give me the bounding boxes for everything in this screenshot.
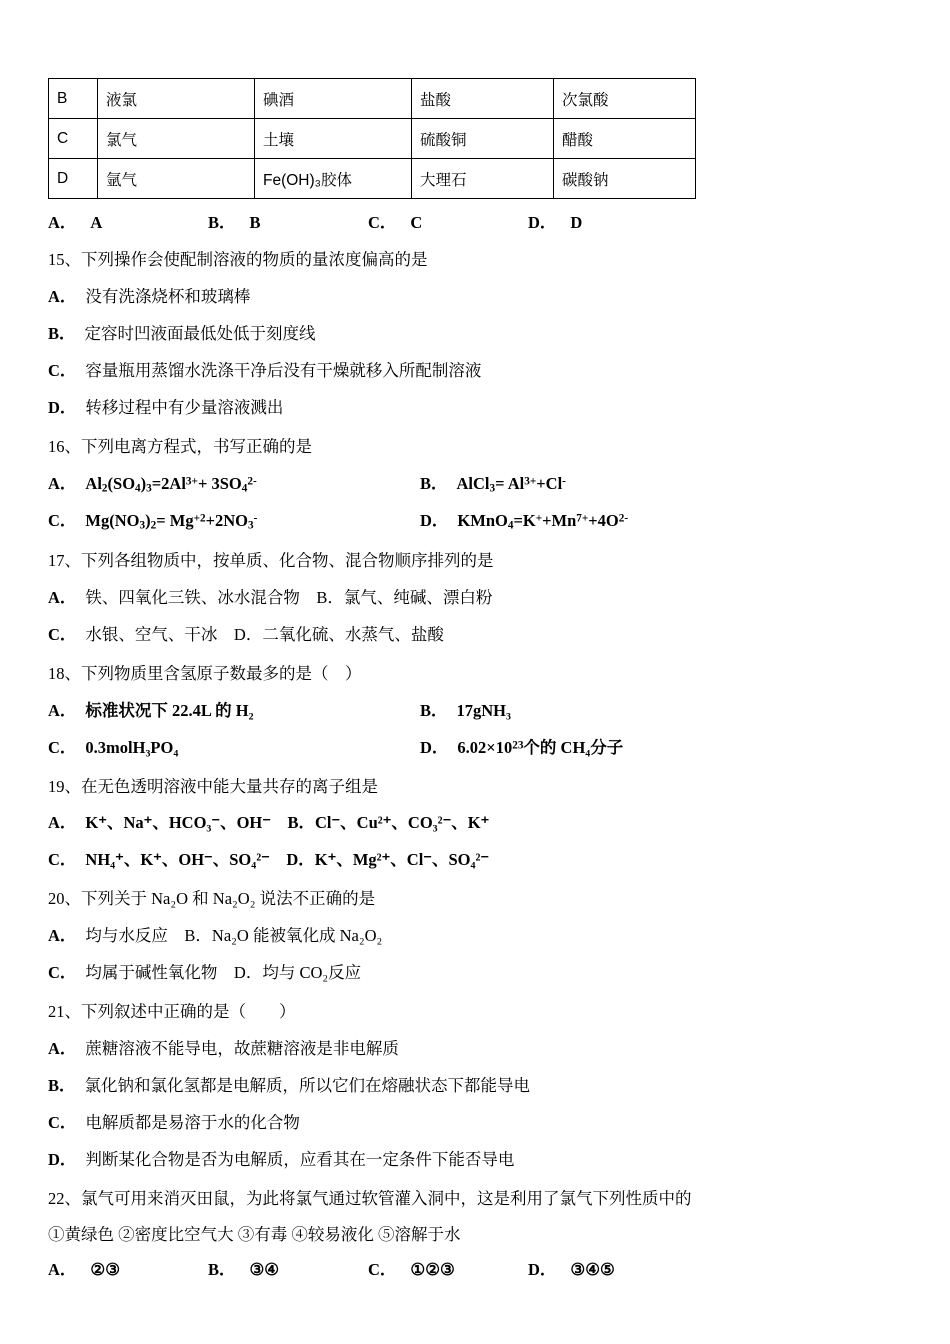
question-19-stem: 19、在无色透明溶液中能大量共存的离子组是 xyxy=(48,776,378,796)
option-label: C． xyxy=(48,1112,77,1132)
option-text: 均与水反应 B．Na₂O 能被氧化成 Na₂O₂ xyxy=(85,926,383,946)
question-18-row-2 xyxy=(48,736,898,760)
option-label: C． xyxy=(48,360,77,380)
option-label: C． xyxy=(368,1260,397,1280)
option-label: A． xyxy=(48,700,77,720)
question-16-row-1 xyxy=(48,472,898,497)
option-label: A． xyxy=(48,473,77,493)
cell-substance-2: 碘酒 xyxy=(255,79,412,119)
option-text: ①②③ xyxy=(410,1260,455,1280)
cell-substance-4: 醋酸 xyxy=(554,119,696,159)
question-21-option-c xyxy=(48,1111,898,1135)
answer-choice-d xyxy=(528,209,688,233)
cell-substance-3: 盐酸 xyxy=(412,79,554,119)
question-22-option-c xyxy=(368,1256,528,1280)
substance-classification-table xyxy=(48,78,696,199)
question-15-option-a xyxy=(48,285,898,309)
option-text: 氯化钠和氯化氢都是电解质，所以它们在熔融状态下都能导电 xyxy=(84,1075,531,1095)
cell-substance-4: 碳酸钠 xyxy=(554,159,696,199)
row-label: B xyxy=(49,79,98,119)
option-text: 容量瓶用蒸馏水洗涤干净后没有干燥就移入所配制溶液 xyxy=(85,360,482,380)
cell-substance-4: 次氯酸 xyxy=(554,79,696,119)
table-row xyxy=(49,119,696,159)
choice-text: D xyxy=(570,213,583,232)
answer-choice-c xyxy=(368,209,528,233)
option-label: C． xyxy=(48,850,77,870)
option-text: $KMnO_4=K^++Mn^{7+}+4O^{2-}$ xyxy=(457,511,629,532)
option-text: 转移过程中有少量溶液溅出 xyxy=(85,397,284,417)
option-text: ②③ xyxy=(90,1260,121,1280)
option-label: A． xyxy=(48,1038,77,1058)
option-label: D． xyxy=(48,1149,77,1169)
question-22-option-a xyxy=(48,1256,208,1280)
option-text: NH₄⁺、K⁺、OH⁻、SO₄²⁻ D．K⁺、Mg²⁺、Cl⁻、SO₄²⁻ xyxy=(85,850,490,870)
question-21-option-d xyxy=(48,1148,898,1172)
option-label: D． xyxy=(48,397,77,417)
choice-text: A xyxy=(90,213,103,232)
question-21-option-a xyxy=(48,1037,898,1061)
option-label: A． xyxy=(48,1260,77,1280)
question-16-row-2 xyxy=(48,509,898,534)
cell-substance-1: 液氯 xyxy=(98,79,255,119)
cell-substance-1: 氯气 xyxy=(98,119,255,159)
question-15-option-d xyxy=(48,396,898,420)
question-15-option-b xyxy=(48,322,898,346)
question-21-stem: 21、下列叙述中正确的是（ ） xyxy=(48,1002,296,1022)
option-text: $Al_2(SO_4)_3=2Al^{3+}+ 3SO_4^{2-}$ xyxy=(85,473,257,494)
question-20-option-ab xyxy=(48,924,898,948)
option-text: ③④⑤ xyxy=(570,1260,615,1280)
option-text: 没有洗涤烧杯和玻璃棒 xyxy=(85,286,251,306)
question-18-option-b xyxy=(420,699,898,723)
choice-label: A． xyxy=(48,213,77,232)
question-19-option-cd xyxy=(48,848,898,872)
question-16-option-a xyxy=(48,472,420,497)
table-row xyxy=(49,159,696,199)
option-text: 判断某化合物是否为电解质，应看其在一定条件下能否导电 xyxy=(85,1149,515,1169)
choice-label: B． xyxy=(208,213,236,232)
question-22-stem: 22、氯气可用来消灭田鼠，为此将氯气通过软管灌入洞中，这是利用了氯气下列性质中的 xyxy=(48,1188,692,1208)
question-22-options-row xyxy=(48,1256,898,1280)
option-text: 蔗糖溶液不能导电，故蔗糖溶液是非电解质 xyxy=(85,1038,399,1058)
question-19-option-ab xyxy=(48,811,898,835)
option-text: 标准状况下 22.4L 的 H₂ xyxy=(85,700,254,720)
answer-choice-a xyxy=(48,209,208,233)
question-22-property-list: ①黄绿色 ②密度比空气大 ③有毒 ④较易液化 ⑤溶解于水 xyxy=(48,1224,461,1244)
option-text: 水银、空气、干冰 D．二氧化硫、水蒸气、盐酸 xyxy=(85,624,444,644)
question-18-option-c xyxy=(48,736,420,760)
cell-substance-1: 氩气 xyxy=(98,159,255,199)
question-20-stem: 20、下列关于 Na₂O 和 Na₂O₂ 说法不正确的是 xyxy=(48,889,376,909)
option-label: A． xyxy=(48,286,77,306)
question-16-stem: 16、下列电离方程式，书写正确的是 xyxy=(48,436,312,456)
question-22-option-b xyxy=(208,1256,368,1280)
option-label: B． xyxy=(48,323,76,343)
option-label: A． xyxy=(48,926,77,946)
option-text: 电解质都是易溶于水的化合物 xyxy=(85,1112,300,1132)
option-text: $Mg(NO_3)_2= Mg^{+2}+2NO_3^-$ xyxy=(85,511,258,532)
row-label: D xyxy=(49,159,98,199)
option-label: B． xyxy=(48,1075,76,1095)
option-label: B． xyxy=(420,473,448,493)
cell-substance-2: 土壤 xyxy=(255,119,412,159)
option-label: B． xyxy=(208,1260,236,1280)
option-label: D． xyxy=(528,1260,557,1280)
choice-label: D． xyxy=(528,213,557,232)
option-label: A． xyxy=(48,587,77,607)
question-15-option-c xyxy=(48,359,898,383)
question-17-option-ab xyxy=(48,586,898,610)
question-18-option-d xyxy=(420,736,898,760)
question-17-stem: 17、下列各组物质中，按单质、化合物、混合物顺序排列的是 xyxy=(48,550,494,570)
question-20-option-cd xyxy=(48,961,898,985)
option-label: C． xyxy=(48,737,77,757)
option-text: 0.3molH₃PO₄ xyxy=(85,737,179,757)
option-text: 均属于碱性氧化物 D．均与 CO₂反应 xyxy=(85,963,362,983)
option-label: A． xyxy=(48,813,77,833)
choice-text: B xyxy=(249,213,261,232)
answer-choice-b xyxy=(208,209,368,233)
option-label: B． xyxy=(420,700,448,720)
question-18-stem: 18、下列物质里含氢原子数最多的是（ ） xyxy=(48,663,362,683)
option-text: ③④ xyxy=(249,1260,280,1280)
option-text: 铁、四氧化三铁、冰水混合物 B．氯气、纯碱、漂白粉 xyxy=(85,587,493,607)
option-label: C． xyxy=(48,511,77,531)
question-21-option-b xyxy=(48,1074,898,1098)
option-text: AlCl$_3$= $Al^{3+}+Cl^-$ xyxy=(456,473,566,494)
option-text: 17gNH₃ xyxy=(456,700,511,720)
option-text: 定容时凹液面最低处低于刻度线 xyxy=(84,323,316,343)
option-label: D． xyxy=(420,511,449,531)
option-text: K⁺、Na⁺、HCO₃⁻、OH⁻ B．Cl⁻、Cu²⁺、CO₃²⁻、K⁺ xyxy=(85,813,490,833)
question-18-option-a xyxy=(48,699,420,723)
choice-text: C xyxy=(410,213,423,232)
option-label: C． xyxy=(48,624,77,644)
question-22-option-d xyxy=(528,1256,688,1280)
question-17-option-cd xyxy=(48,623,898,647)
question-15-stem: 15、下列操作会使配制溶液的物质的量浓度偏高的是 xyxy=(48,250,428,269)
question-16-option-d xyxy=(420,509,898,534)
question-16-option-c xyxy=(48,509,420,534)
answer-choices-row xyxy=(48,209,898,233)
question-18-row-1 xyxy=(48,699,898,723)
cell-substance-3: 硫酸铜 xyxy=(412,119,554,159)
option-label: D． xyxy=(420,737,449,757)
question-16-option-b xyxy=(420,472,898,497)
option-label: C． xyxy=(48,963,77,983)
cell-substance-2: Fe(OH)₃胶体 xyxy=(255,159,412,199)
choice-label: C． xyxy=(368,213,397,232)
cell-substance-3: 大理石 xyxy=(412,159,554,199)
table-row xyxy=(49,79,696,119)
option-text: $6.02\times 10^{23}$个的 CH₄分子 xyxy=(457,737,624,757)
row-label: C xyxy=(49,119,98,159)
